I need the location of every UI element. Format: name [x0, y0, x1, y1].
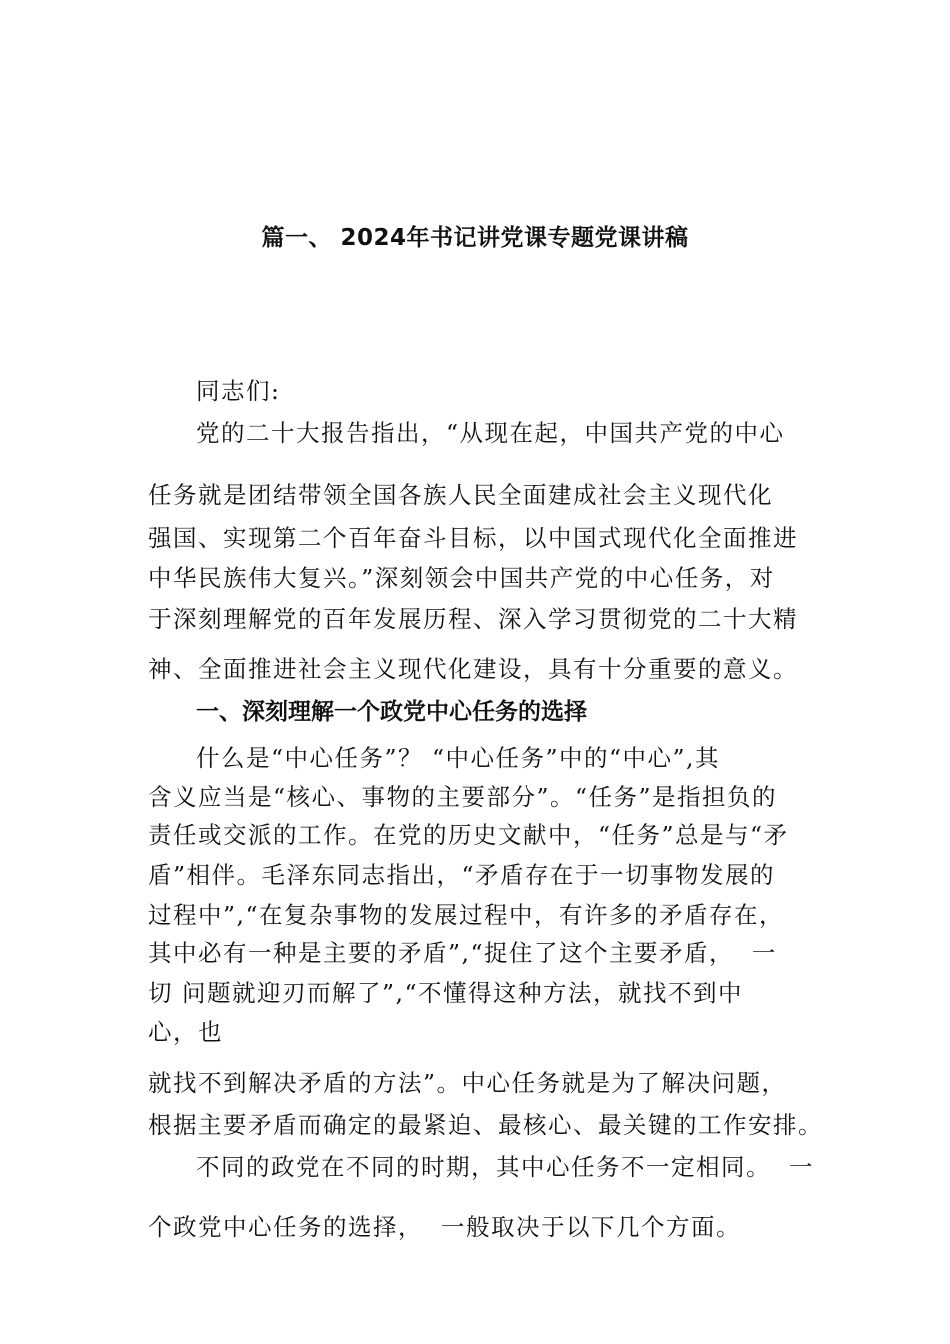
paragraph-line: 党的二十大报告指出，“从现在起，中国共产党的中心: [196, 419, 785, 447]
paragraph-line: 过程中”,“在复杂事物的发展过程中，有许多的矛盾存在，: [148, 901, 784, 929]
paragraph-line: 责任或交派的工作。在党的历史文献中，“任务”总是与“矛: [148, 821, 789, 849]
section-heading: 一、深刻理解一个政党中心任务的选择: [196, 699, 587, 725]
paragraph-line: 任务就是团结带领全国各族人民全面建成社会主义现代化: [148, 481, 773, 509]
paragraph-line: 心，也: [148, 1018, 223, 1046]
paragraph-line: 其中必有一种是主要的矛盾”,“捉住了这个主要矛盾， 一: [148, 939, 777, 967]
paragraph-line: 什么是“中心任务”？ “中心任务”中的“中心”,其: [196, 744, 721, 772]
paragraph-line: 强国、实现第二个百年奋斗目标，以中国式现代化全面推进: [148, 524, 798, 552]
paragraph-line: 含义应当是“核心、事物的主要部分”。“任务”是指担负的: [148, 783, 778, 811]
page-title: 篇一、 2024年书记讲党课专题党课讲稿: [261, 225, 689, 251]
paragraph-line: 中华民族伟大复兴。”深刻领会中国共产党的中心任务，对: [148, 564, 775, 592]
paragraph-line: 切 问题就迎刃而解了”,“不懂得这种方法，就找不到中: [148, 979, 743, 1007]
paragraph-line: 根据主要矛盾而确定的最紧迫、最核心、最关键的工作安排。: [148, 1111, 823, 1139]
paragraph-line: 盾”相伴。毛泽东同志指出，“矛盾存在于一切事物发展的: [148, 861, 776, 889]
salutation: 同志们:: [196, 377, 281, 405]
paragraph-line: 就找不到解决矛盾的方法”。中心任务就是为了解决问题，: [148, 1069, 787, 1097]
paragraph-line: 神、全面推进社会主义现代化建设，具有十分重要的意义。: [148, 655, 798, 683]
paragraph-line: 个政党中心任务的选择， 一般取决于以下几个方面。: [148, 1213, 741, 1241]
paragraph-line: 不同的政党在不同的时期，其中心任务不一定相同。 一: [196, 1153, 814, 1181]
paragraph-line: 于深刻理解党的百年发展历程、深入学习贯彻党的二十大精: [148, 605, 798, 633]
